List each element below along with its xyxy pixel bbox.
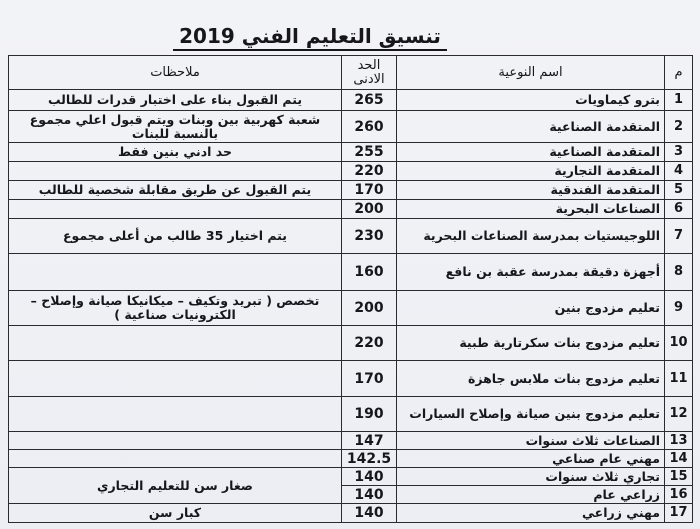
row-num: 17	[665, 504, 693, 523]
row-score: 220	[342, 326, 397, 361]
header-notes: ملاحظات	[9, 56, 342, 90]
row-num: 16	[665, 486, 693, 504]
row-note	[9, 397, 342, 432]
row-score: 220	[342, 162, 397, 181]
row-note: تخصص ( تبريد وتكيف – ميكانيكا صيانة وإصلاح – الكترونيات صناعية )	[9, 291, 342, 326]
admission-table	[8, 55, 693, 523]
row-num: 9	[665, 291, 693, 326]
row-note: حد ادني بنين فقط	[9, 143, 342, 162]
row-note: صغار سن للتعليم التجاري	[9, 468, 342, 504]
row-note: يتم اختيار 35 طالب من أعلى مجموع	[9, 219, 342, 254]
row-score: 200	[342, 200, 397, 219]
table-row	[9, 397, 693, 432]
row-note	[9, 432, 342, 450]
table-row	[9, 219, 693, 254]
row-num: 14	[665, 450, 693, 468]
row-num: 8	[665, 254, 693, 291]
row-name: اللوجيستيات بمدرسة الصناعات البحرية	[397, 219, 665, 254]
row-num: 5	[665, 181, 693, 200]
row-name: المتقدمة الفندقية	[397, 181, 665, 200]
row-note: شعبة كهربية بين وبنات ويتم قبول اعلي مجموع بالنسبة للبنات	[9, 111, 342, 143]
row-score: 260	[342, 111, 397, 143]
row-note	[9, 361, 342, 397]
row-note	[9, 200, 342, 219]
row-num: 15	[665, 468, 693, 486]
row-note: كبار سن	[9, 504, 342, 523]
table-row	[9, 181, 693, 200]
header-row	[9, 56, 693, 90]
row-name: تجاري ثلاث سنوات	[397, 468, 665, 486]
row-num: 11	[665, 361, 693, 397]
row-num: 6	[665, 200, 693, 219]
row-note	[9, 162, 342, 181]
row-score: 190	[342, 397, 397, 432]
row-name: الصناعات البحرية	[397, 200, 665, 219]
row-num: 4	[665, 162, 693, 181]
row-score: 160	[342, 254, 397, 291]
row-score: 230	[342, 219, 397, 254]
table-row	[9, 200, 693, 219]
table-row	[9, 111, 693, 143]
row-score: 142.5	[342, 450, 397, 468]
table-row	[9, 90, 693, 111]
row-num: 10	[665, 326, 693, 361]
row-name: زراعي عام	[397, 486, 665, 504]
row-name: تعليم مزدوج بنين	[397, 291, 665, 326]
row-note	[9, 450, 342, 468]
row-name: أجهزة دقيقة بمدرسة عقبة بن نافع	[397, 254, 665, 291]
row-note: يتم القبول بناء على اختبار قدرات للطالب	[9, 90, 342, 111]
table-row	[9, 162, 693, 181]
row-score: 170	[342, 181, 397, 200]
row-num: 12	[665, 397, 693, 432]
row-name: تعليم مزدوج بنات سكرتارية طبية	[397, 326, 665, 361]
row-score: 147	[342, 432, 397, 450]
row-score: 140	[342, 486, 397, 504]
table-row	[9, 254, 693, 291]
header-score: الحد الادنى	[342, 56, 397, 90]
row-name: المتقدمة التجارية	[397, 162, 665, 181]
page-title	[0, 24, 620, 51]
row-score: 265	[342, 90, 397, 111]
row-score: 140	[342, 504, 397, 523]
table-row	[9, 468, 693, 486]
row-name: بترو كيماويات	[397, 90, 665, 111]
row-name: المتقدمة الصناعية	[397, 143, 665, 162]
row-name: مهني عام صناعي	[397, 450, 665, 468]
page-title-text: تنسيق التعليم الفني 2019	[173, 24, 447, 51]
table-row	[9, 504, 693, 523]
row-name: تعليم مزدوج بنات ملابس جاهزة	[397, 361, 665, 397]
row-num: 2	[665, 111, 693, 143]
row-num: 3	[665, 143, 693, 162]
row-note	[9, 254, 342, 291]
row-note: يتم القبول عن طريق مقابلة شخصية للطالب	[9, 181, 342, 200]
row-name: الصناعات ثلاث سنوات	[397, 432, 665, 450]
table-row	[9, 143, 693, 162]
row-score: 170	[342, 361, 397, 397]
row-num: 7	[665, 219, 693, 254]
table-row	[9, 326, 693, 361]
table-row	[9, 450, 693, 468]
row-name: مهني زراعي	[397, 504, 665, 523]
row-score: 200	[342, 291, 397, 326]
header-num: م	[665, 56, 693, 90]
row-num: 1	[665, 90, 693, 111]
row-name: المتقدمة الصناعية	[397, 111, 665, 143]
header-name: اسم النوعية	[397, 56, 665, 90]
row-score: 255	[342, 143, 397, 162]
table-row	[9, 361, 693, 397]
row-note	[9, 326, 342, 361]
table-row	[9, 432, 693, 450]
row-score: 140	[342, 468, 397, 486]
row-name: تعليم مزدوج بنين صيانة وإصلاح السيارات	[397, 397, 665, 432]
table-row	[9, 291, 693, 326]
row-num: 13	[665, 432, 693, 450]
